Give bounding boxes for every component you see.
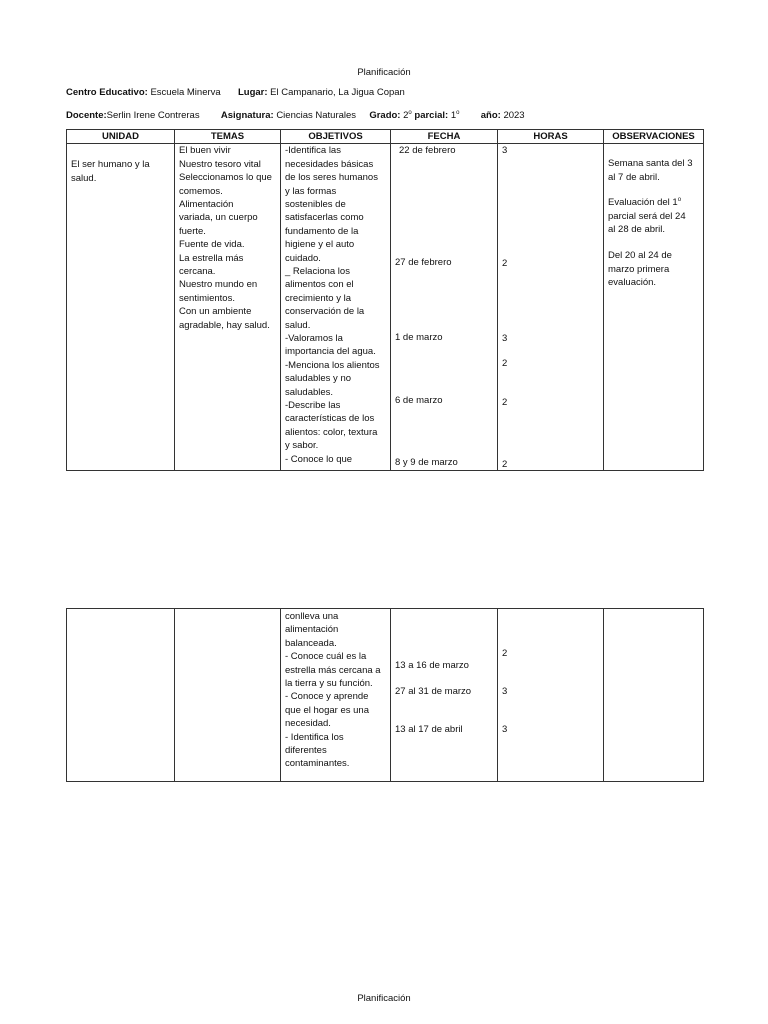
objetivo-line: diferentes [285, 745, 327, 756]
objetivo-line: características de los [285, 413, 375, 425]
col-header-fecha: FECHA [391, 130, 498, 144]
fecha-cell [391, 144, 498, 471]
objetivo-line: alimentos con el [285, 279, 354, 291]
fecha-line: 8 y 9 de marzo [395, 457, 458, 469]
obs-line: al 28 de abril. [608, 224, 666, 236]
obs-line-text: Evaluación del 1 [608, 197, 678, 209]
observaciones-cell [604, 609, 704, 782]
fecha-line: 1 de marzo [395, 332, 443, 344]
header-line-1 [66, 86, 405, 99]
tema-line: comemos. [179, 185, 223, 197]
anio-label: año: [480, 110, 501, 121]
objetivo-line: - Conoce cuál es la [285, 651, 367, 663]
tema-line: variada, un cuerpo [179, 212, 258, 224]
objetivo-line: sostenibles de [285, 199, 346, 210]
objetivo-line: contaminantes. [285, 758, 350, 770]
tema-line: sentimientos. [179, 292, 235, 304]
tema-line: Fuente de vida. [179, 239, 245, 251]
objetivo-line: -Identifica las [285, 145, 341, 157]
centro-value: Escuela Minerva [150, 87, 221, 98]
tema-line: Alimentación [179, 199, 234, 210]
fecha-line: 27 al 31 de marzo [395, 686, 472, 697]
asignatura-value: Ciencias Naturales [276, 110, 357, 121]
horas-cell [498, 144, 604, 471]
objetivo-line: alientos: color, textura [285, 426, 378, 438]
objetivo-line: salud. [285, 319, 311, 331]
anio-value: 2023 [503, 110, 525, 121]
col-header-unidad: UNIDAD [67, 130, 175, 144]
page-title: Planificación [357, 67, 411, 78]
horas-line: 2 [502, 397, 508, 409]
table-row [67, 144, 704, 471]
tema-line: Con un ambiente [179, 306, 252, 318]
objetivo-line: - Conoce y aprende [285, 691, 369, 703]
horas-line: 2 [502, 258, 508, 270]
objetivo-line: -Describe las [285, 400, 341, 411]
tema-line: Seleccionamos lo que [179, 172, 272, 184]
objetivo-line: -Valoramos la [285, 333, 343, 344]
objetivo-line: crecimiento y la [285, 292, 351, 304]
tema-line: Nuestro mundo en [179, 279, 258, 291]
objetivos-cell [281, 144, 391, 471]
tema-line: cercana. [179, 266, 216, 277]
grado-label: Grado: [369, 110, 401, 121]
tema-line: agradable, hay salud. [179, 319, 270, 331]
tema-line: Nuestro tesoro vital [179, 158, 261, 170]
tema-line: El buen vivir [179, 145, 231, 157]
objetivo-line: fundamento de la [285, 225, 359, 237]
col-header-objetivos: OBJETIVOS [281, 130, 391, 144]
tema-line: La estrella más [179, 252, 244, 264]
planning-table-2 [66, 608, 704, 782]
objetivo-line: conservación de la [285, 306, 365, 318]
obs-line: evaluación. [608, 277, 657, 289]
lugar-label: Lugar: [237, 87, 268, 98]
temas-cell [175, 609, 281, 782]
objetivo-line: necesidades básicas [285, 158, 374, 170]
obs-line: Del 20 al 24 de [608, 250, 672, 262]
objetivo-line: balanceada. [285, 637, 337, 649]
unidad-line: El ser humano y la [71, 159, 150, 171]
col-header-horas: HORAS [498, 130, 604, 144]
col-header-temas: TEMAS [175, 130, 281, 144]
objetivo-line: la tierra y su función. [285, 678, 373, 689]
objetivo-line: y las formas [285, 185, 337, 197]
objetivo-line: - Conoce lo que [285, 453, 353, 465]
unidad-line: salud. [71, 172, 97, 184]
parcial-value: 1 [450, 110, 457, 121]
objetivo-line: saludables. [285, 386, 334, 398]
obs-line: Semana santa del 3 [608, 158, 693, 170]
parcial-sup: o [456, 109, 460, 116]
planning-table-1 [66, 129, 704, 471]
horas-line: 2 [502, 358, 508, 370]
docente-label: Docente: [66, 110, 107, 121]
unidad-cell [67, 144, 175, 471]
objetivo-line: y sabor. [285, 440, 319, 452]
fecha-line: 13 al 17 de abril [395, 724, 463, 735]
objetivo-line: _ Relaciona los [285, 266, 350, 277]
fecha-cell [391, 609, 498, 782]
centro-label: Centro Educativo: [66, 87, 148, 98]
horas-line: 3 [502, 686, 508, 697]
objetivo-line: satisfacerlas como [285, 212, 364, 224]
horas-line: 2 [502, 459, 508, 471]
horas-line: 3 [502, 724, 508, 735]
grado-sup: o [408, 109, 412, 116]
objetivo-line: que el hogar es una [285, 704, 369, 716]
header-line-2 [66, 109, 525, 122]
observaciones-cell [604, 144, 704, 471]
objetivo-line: estrella más cercana a [285, 664, 381, 676]
asignatura-label: Asignatura: [220, 110, 274, 121]
col-header-observaciones: OBSERVACIONES [604, 130, 704, 144]
unidad-cell [67, 609, 175, 782]
obs-line [608, 196, 681, 209]
fecha-line: 22 de febrero [399, 145, 456, 157]
objetivo-line: higiene y el auto [285, 239, 355, 251]
horas-line: 2 [502, 648, 508, 659]
objetivo-line: conlleva una [285, 611, 339, 622]
temas-cell [175, 144, 281, 471]
objetivo-line: - Identifica los [285, 731, 344, 743]
objetivos-cell [281, 609, 391, 782]
horas-cell [498, 609, 604, 782]
objetivo-line: saludables y no [285, 373, 352, 385]
fecha-line: 13 a 16 de marzo [395, 660, 469, 671]
obs-sup: o [677, 197, 682, 204]
table-row [67, 609, 704, 782]
fecha-line: 27 de febrero [395, 257, 452, 269]
docente-value: Serlin Irene Contreras [106, 110, 200, 121]
table-header-row [67, 130, 704, 144]
objetivo-line: -Menciona los alientos [285, 359, 380, 371]
objetivo-line: importancia del agua. [285, 346, 376, 358]
objetivo-line: de los seres humanos [285, 172, 378, 184]
fecha-line: 6 de marzo [395, 395, 443, 407]
footer-title: Planificación [357, 993, 411, 1004]
horas-line: 3 [502, 333, 508, 345]
obs-line: marzo primera [608, 263, 670, 275]
objetivo-line: alimentación [285, 624, 339, 636]
tema-line: fuerte. [179, 225, 206, 237]
horas-line: 3 [502, 145, 508, 157]
obs-line: parcial será del 24 [608, 210, 686, 222]
lugar-value: El Campanario, La Jigua Copan [270, 87, 405, 98]
parcial-label: parcial: [414, 110, 449, 121]
objetivo-line: necesidad. [285, 718, 331, 730]
objetivo-line: cuidado. [285, 252, 321, 264]
obs-line: al 7 de abril. [608, 171, 660, 183]
grado-value: 2 [403, 110, 409, 121]
